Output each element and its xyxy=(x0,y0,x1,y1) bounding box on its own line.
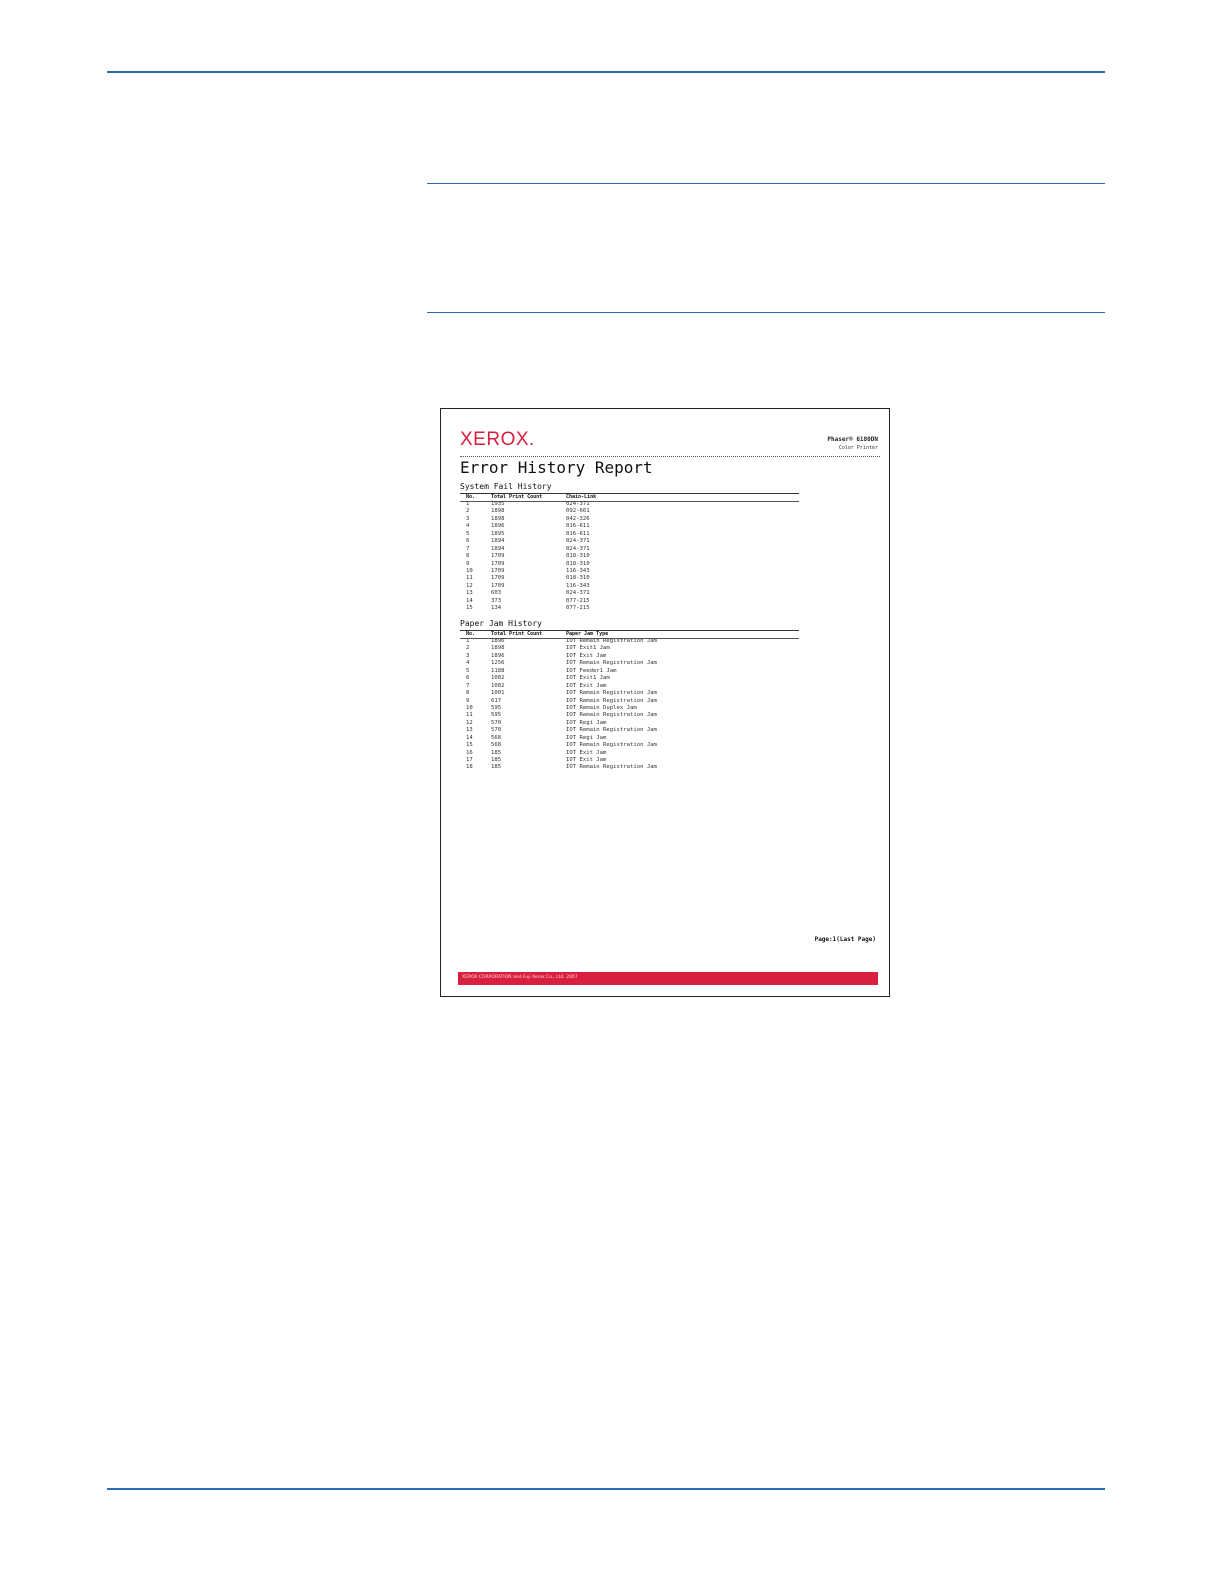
total-print-count: 1898 xyxy=(491,645,505,652)
row-value: IOT Regi Jam xyxy=(566,734,607,741)
row-number: 11 xyxy=(466,712,473,719)
system-fail-title: System Fail History xyxy=(460,482,552,491)
row-number: 8 xyxy=(466,690,470,697)
table-row xyxy=(460,501,799,508)
row-value: 024-371 xyxy=(566,538,590,545)
row-number: 2 xyxy=(466,645,470,652)
total-print-count: 568 xyxy=(491,734,502,741)
row-number: 17 xyxy=(466,757,473,763)
total-print-count: 185 xyxy=(491,757,502,763)
table-row xyxy=(460,720,799,727)
table-row xyxy=(460,660,799,667)
row-value: IOT Exit Jam xyxy=(566,757,607,763)
total-print-count: 595 xyxy=(491,712,502,719)
total-print-count: 1896 xyxy=(491,523,505,530)
row-value: IOT Remain Registration Jam xyxy=(566,727,657,734)
system-fail-table xyxy=(460,501,799,613)
row-number: 10 xyxy=(466,567,473,574)
row-value: IOT Remain Registration Jam xyxy=(566,660,657,667)
row-value: 016-611 xyxy=(566,523,590,530)
table-row xyxy=(460,508,799,515)
table-row xyxy=(460,538,799,545)
page-header-rule xyxy=(107,71,1105,73)
total-print-count: 1898 xyxy=(491,515,505,522)
row-number: 3 xyxy=(466,515,470,522)
total-print-count: 1002 xyxy=(491,675,505,682)
total-print-count: 570 xyxy=(491,727,502,734)
table-row xyxy=(460,675,799,682)
row-value: 018-310 xyxy=(566,575,590,582)
header-divider xyxy=(460,456,880,457)
row-value: IOT Remain Registration Jam xyxy=(566,690,657,697)
total-print-count: 1898 xyxy=(491,508,505,515)
row-value: IOT Regi Jam xyxy=(566,719,607,726)
row-number: 11 xyxy=(466,575,473,582)
total-print-count: 1709 xyxy=(491,567,505,574)
row-number: 6 xyxy=(466,538,470,545)
row-number: 14 xyxy=(466,597,473,604)
row-value: 042-326 xyxy=(566,515,590,522)
row-number: 15 xyxy=(466,742,473,749)
column-header-no: No. xyxy=(466,631,476,637)
row-value: 024-371 xyxy=(566,501,590,507)
row-value: 116-343 xyxy=(566,582,590,589)
total-print-count: 1894 xyxy=(491,538,505,545)
total-print-count: 1001 xyxy=(491,690,505,697)
total-print-count: 1709 xyxy=(491,575,505,582)
table-row xyxy=(460,653,799,660)
column-header-paper-jam-type: Paper Jam Type xyxy=(566,631,609,637)
total-print-count: 1002 xyxy=(491,682,505,689)
column-header-no: No. xyxy=(466,494,476,500)
printer-type: Color Printer xyxy=(838,445,878,451)
total-print-count: 373 xyxy=(491,597,502,604)
total-print-count: 570 xyxy=(491,719,502,726)
table-row xyxy=(460,531,799,538)
row-number: 12 xyxy=(466,582,473,589)
row-number: 9 xyxy=(466,560,470,567)
row-value: IOT Remain Registration Jam xyxy=(566,712,657,719)
row-number: 5 xyxy=(466,530,470,537)
column-header-chain-link: Chain-Link xyxy=(566,494,597,500)
xerox-logo: XEROX. xyxy=(460,429,535,450)
row-value: 016-611 xyxy=(566,530,590,537)
total-print-count: 568 xyxy=(491,742,502,749)
row-value: 024-371 xyxy=(566,545,590,552)
report-title: Error History Report xyxy=(460,458,653,477)
table-row xyxy=(460,598,799,605)
table-row xyxy=(460,583,799,590)
note-top-rule xyxy=(427,183,1105,184)
total-print-count: 617 xyxy=(491,697,502,704)
row-number: 7 xyxy=(466,545,470,552)
row-number: 15 xyxy=(466,605,473,612)
row-number: 16 xyxy=(466,749,473,756)
row-value: 077-215 xyxy=(566,605,590,612)
column-header-total-print-count: Total Print Count xyxy=(491,494,543,500)
row-value: 077-215 xyxy=(566,597,590,604)
total-print-count: 1709 xyxy=(491,553,505,560)
row-value: IOT Remain Registration Jam xyxy=(566,697,657,704)
table-row xyxy=(460,690,799,697)
table-row xyxy=(460,727,799,734)
row-number: 4 xyxy=(466,660,470,667)
row-value: IOT Remain Registration Jam xyxy=(566,742,657,749)
table-row xyxy=(460,516,799,523)
row-number: 8 xyxy=(466,553,470,560)
row-number: 13 xyxy=(466,727,473,734)
row-number: 1 xyxy=(466,501,470,507)
row-value: 018-310 xyxy=(566,560,590,567)
row-value: IOT Exit Jam xyxy=(566,682,607,689)
table-row xyxy=(460,605,799,612)
total-print-count: 1188 xyxy=(491,667,505,674)
table-row xyxy=(460,683,799,690)
row-value: 018-310 xyxy=(566,553,590,560)
row-value: IOT Remain Registration Jam xyxy=(566,638,657,644)
table-row xyxy=(460,735,799,742)
table-row xyxy=(460,712,799,719)
row-number: 18 xyxy=(466,764,473,771)
row-value: IOT Feeder1 Jam xyxy=(566,667,617,674)
total-print-count: 185 xyxy=(491,764,502,771)
table-row xyxy=(460,750,799,757)
row-number: 9 xyxy=(466,697,470,704)
copyright-text: XEROX CORPORATION and Fuji Xerox Co., Ltd. 2007 xyxy=(462,975,578,980)
table-row xyxy=(460,764,799,771)
total-print-count: 1896 xyxy=(491,638,505,644)
total-print-count: 603 xyxy=(491,590,502,597)
footer-bar xyxy=(458,972,878,985)
row-number: 6 xyxy=(466,675,470,682)
row-number: 2 xyxy=(466,508,470,515)
table-row xyxy=(460,698,799,705)
total-print-count: 1709 xyxy=(491,560,505,567)
row-number: 1 xyxy=(466,638,470,644)
row-number: 14 xyxy=(466,734,473,741)
table-row xyxy=(460,568,799,575)
table-row xyxy=(460,645,799,652)
table-row xyxy=(460,757,799,764)
table-row xyxy=(460,705,799,712)
row-value: 024-371 xyxy=(566,590,590,597)
table-row xyxy=(460,523,799,530)
row-value: IOT Remain Registration Jam xyxy=(566,764,657,771)
error-history-report-figure xyxy=(440,408,890,997)
table-row xyxy=(460,553,799,560)
row-value: IOT Exit Jam xyxy=(566,652,607,659)
table-row xyxy=(460,590,799,597)
row-value: IOT Exit1 Jam xyxy=(566,645,610,652)
row-number: 5 xyxy=(466,667,470,674)
paper-jam-table xyxy=(460,638,799,772)
printer-model: Phaser® 6180DN xyxy=(827,436,878,443)
row-number: 7 xyxy=(466,682,470,689)
total-print-count: 1256 xyxy=(491,660,505,667)
row-number: 13 xyxy=(466,590,473,597)
table-row xyxy=(460,668,799,675)
note-bottom-rule xyxy=(427,312,1105,313)
table-row xyxy=(460,575,799,582)
paper-jam-title: Paper Jam History xyxy=(460,619,542,628)
row-number: 4 xyxy=(466,523,470,530)
total-print-count: 595 xyxy=(491,704,502,711)
total-print-count: 1895 xyxy=(491,530,505,537)
total-print-count: 185 xyxy=(491,749,502,756)
table-row xyxy=(460,561,799,568)
page-number: Page:1(Last Page) xyxy=(814,936,876,943)
table-row xyxy=(460,546,799,553)
total-print-count: 1709 xyxy=(491,582,505,589)
row-value: IOT Exit1 Jam xyxy=(566,675,610,682)
row-value: 116-343 xyxy=(566,567,590,574)
row-value: IOT Exit Jam xyxy=(566,749,607,756)
row-number: 10 xyxy=(466,704,473,711)
total-print-count: 1896 xyxy=(491,652,505,659)
row-value: 092-661 xyxy=(566,508,590,515)
row-number: 3 xyxy=(466,652,470,659)
table-row xyxy=(460,638,799,645)
row-number: 12 xyxy=(466,719,473,726)
total-print-count: 1894 xyxy=(491,545,505,552)
table-row xyxy=(460,742,799,749)
page-footer-rule xyxy=(107,1488,1105,1490)
row-value: IOT Remain Duplex Jam xyxy=(566,704,637,711)
column-header-total-print-count: Total Print Count xyxy=(491,631,543,637)
total-print-count: 134 xyxy=(491,605,502,612)
total-print-count: 1935 xyxy=(491,501,505,507)
